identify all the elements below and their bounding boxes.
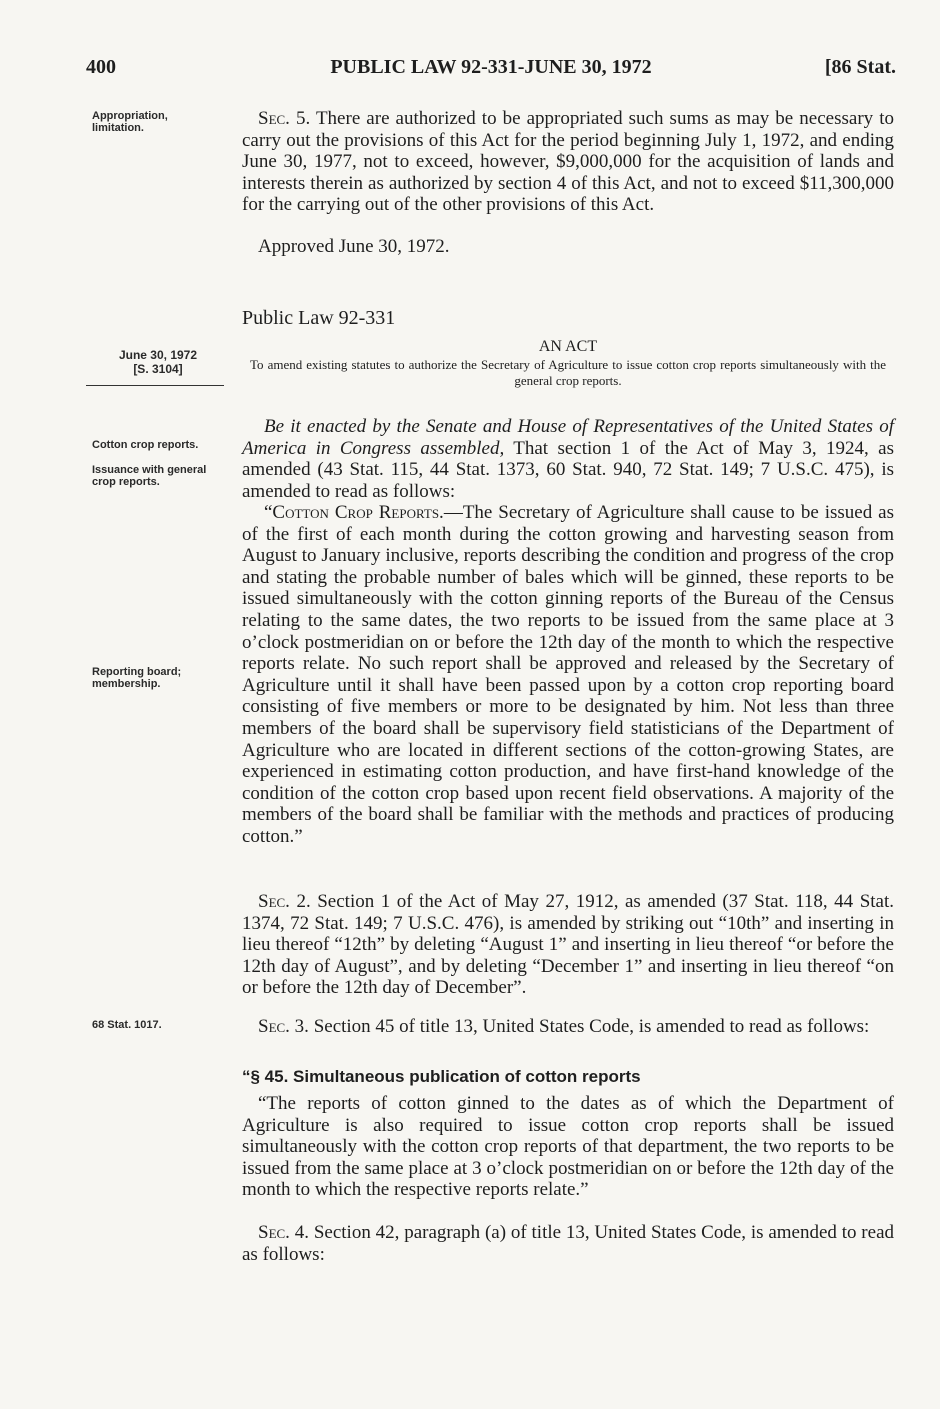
section-45-body xyxy=(242,1093,894,1201)
act-purpose: To amend existing statutes to authorize the Secretary of Agriculture to issue cotton crop reports simultaneously with the general crop reports. xyxy=(250,357,886,388)
approved-date: Approved June 30, 1972. xyxy=(258,236,450,257)
section-5-text: There are authorized to be appropriated such sums as may be necessary to carry out the provisions of this Act for the period beginning July 1, 1972, and ending June 30, 1977, not to exceed, however, $9,000,000 for the acquisition of lands and interests therein as authorized by section 4 of this Act, and not to exceed $11,300,000 for the carrying out of the other provisions of this Act. xyxy=(242,108,894,216)
section-3 xyxy=(242,1016,894,1038)
section-4-label: Sec. 4. xyxy=(258,1222,309,1243)
cotton-crop-text: —The Secretary of Agriculture shall cause to be issued as of the first of each month during the cotton growing and harvesting season from August to January inclusive, reports describing the condition and progress of the crop and stating the probable number of bales which will be ginned, these reports to be issued simultaneously with the cotton ginning reports of the Bureau of the Census relating to the same dates, the two reports to be issued from the same place at 3 o’clock postmeridian on or before the 12th day of the month to which the respective reports relate. No such report shall be approved and released by the Secretary of Agriculture until it shall have been passed upon by a cotton crop reporting board consisting of five members or more to be designated by him. Not less than three members of the board shall be supervisory field statisticians of the Department of Agriculture who are located in different sections of the cotton-growing States, are experienced in estimating cotton production, and have first-hand knowledge of the condition of the cotton crop based upon recent field observations. A majority of the members of the board shall be familiar with the methods and practices of producing cotton.” xyxy=(242,502,894,847)
section-45-title: “§ 45. Simultaneous publication of cotton reports xyxy=(242,1067,641,1086)
section-2 xyxy=(242,891,894,999)
section-45-text: “The reports of cotton ginned to the dates as of which the Department of Agriculture is also required to issue cotton crop reports shall be issued simultaneously with the cotton crop reports of that department, the two reports to be issued from the same place at 3 o’clock postmeridian on or before the 12th day of the month to which the respective reports relate.” xyxy=(242,1093,894,1201)
enacting-formula: Be it enacted by the Senate and House of Representatives of the United States of America in Congress assembled, xyxy=(242,416,894,459)
section-3-text: Section 45 of title 13, United States Code, is amended to read as follows: xyxy=(313,1016,870,1037)
public-law-title: Public Law 92-331 xyxy=(242,307,396,329)
section-5 xyxy=(242,108,894,216)
page-header xyxy=(86,56,896,86)
stat-reference: [86 Stat. xyxy=(824,56,896,78)
section-3-label: Sec. 3. xyxy=(258,1016,309,1037)
page-number: 400 xyxy=(86,56,116,78)
margin-divider xyxy=(86,385,224,386)
section-5-label: Sec. 5. xyxy=(258,108,311,129)
margin-note-issuance: Issuance with general crop reports. xyxy=(92,464,207,488)
section-45-heading xyxy=(242,1066,894,1088)
cotton-crop-label: “Cotton Crop Reports. xyxy=(264,502,444,523)
section-4 xyxy=(242,1222,894,1265)
an-act-heading: AN ACT xyxy=(538,338,598,355)
enacting-text: That section 1 of the Act of May 3, 1924, as amended (43 Stat. 115, 44 Stat. 1373, 60 Stat. 940, 72 Stat. 149; 7 U.S.C. 475), is amended to read as follows: xyxy=(242,437,894,502)
margin-note-cotton-reports: Cotton crop reports. xyxy=(92,439,199,451)
section-4-text: Section 42, paragraph (a) of title 13, United States Code, is amended to read as follows: xyxy=(242,1222,895,1265)
margin-note-68-stat: 68 Stat. 1017. xyxy=(92,1019,162,1031)
cotton-crop-reports-section xyxy=(242,502,894,848)
margin-note-reporting-board: Reporting board; membership. xyxy=(92,666,182,690)
enacting-clause xyxy=(242,416,894,502)
margin-note-appropriation: Appropriation, limitation. xyxy=(92,110,168,134)
section-2-label: Sec. 2. xyxy=(258,891,311,912)
page-title: PUBLIC LAW 92-331-JUNE 30, 1972 xyxy=(330,56,652,78)
margin-note-bill: [S. 3104] xyxy=(133,362,183,376)
section-2-text: Section 1 of the Act of May 27, 1912, as amended (37 Stat. 118, 44 Stat. 1374, 72 Stat. 149; 7 U.S.C. 476), is amended by striking out “10th” and inserting in lieu thereof “12th” by deleting “August 1” and inserting in lieu thereof “or before the 12th day of August”, and by deleting “December 1” and inserting in lieu thereof “on or before the 12th day of December”. xyxy=(242,891,894,999)
margin-note-date: June 30, 1972 xyxy=(118,348,198,362)
